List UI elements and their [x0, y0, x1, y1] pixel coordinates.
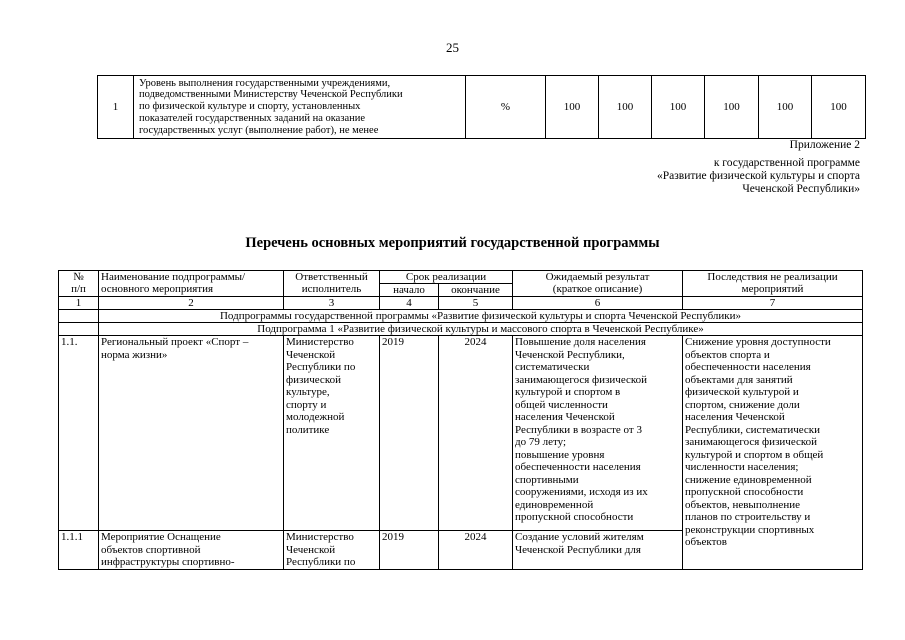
- text-line: планов по строительству и: [685, 511, 811, 523]
- indicator-value: 100: [599, 76, 652, 139]
- text-line: физической культурой и: [685, 386, 799, 398]
- text-line: Министерство: [286, 531, 354, 543]
- appendix-description: [657, 157, 860, 196]
- text-line: общей численности: [515, 398, 608, 411]
- row-name: [99, 531, 284, 570]
- text-line: Чеченской Республики,: [515, 348, 625, 361]
- column-number: 4: [380, 297, 439, 310]
- text-line: систематически: [515, 361, 590, 373]
- indicator-num: 1: [98, 76, 134, 139]
- section-row-programs: [59, 310, 863, 323]
- appendix-label: Приложение 2: [789, 139, 860, 151]
- row-end: 2024: [439, 336, 513, 531]
- text-line: государственных услуг (выполнение работ), не менее: [139, 124, 379, 136]
- text-line: Создание условий жителям: [515, 531, 644, 543]
- text-line: спортом, снижение доли: [685, 398, 800, 411]
- text-line: Республики по: [286, 556, 356, 568]
- text-line: Снижение уровня доступности: [685, 336, 831, 348]
- text-line: объектов спортивной: [101, 543, 201, 556]
- indicator-row: [98, 76, 866, 139]
- text-line: Повышение доля населения: [515, 336, 646, 348]
- text-line: Чеченской Республики для: [515, 543, 641, 556]
- text-line: обеспеченности населения: [685, 361, 811, 373]
- column-number: 1: [59, 297, 99, 310]
- header-start: начало: [380, 284, 439, 297]
- text-line: объектами для занятий: [685, 373, 793, 386]
- events-table: [58, 270, 863, 570]
- header-consequences: Последствия не реализации мероприятий: [683, 271, 863, 297]
- column-number: 7: [683, 297, 863, 310]
- text-line: к государственной программе: [713, 157, 860, 169]
- text-line: культуре,: [286, 386, 330, 398]
- indicator-value: 100: [546, 76, 599, 139]
- text-line: Министерство: [286, 336, 354, 348]
- text-line: Чеченской: [286, 543, 336, 556]
- document-title: Перечень основных мероприятий государственной программы: [245, 235, 660, 251]
- text-line: объектов: [685, 536, 727, 548]
- column-number: 6: [513, 297, 683, 310]
- text-line: повышение уровня: [515, 448, 605, 461]
- text-line: физической: [286, 373, 341, 386]
- text-line: населения Чеченской: [685, 411, 785, 423]
- indicator-value: 100: [812, 76, 866, 139]
- row-num: 1.1.: [59, 336, 99, 531]
- text-line: показателей государственных заданий на оказание: [139, 112, 366, 124]
- text-line: Республики в возрасте от 3: [515, 423, 642, 436]
- header-num: № п/п: [59, 271, 99, 297]
- text-line: культурой и спортом в общей: [685, 448, 824, 461]
- header-term: Срок реализации: [380, 271, 513, 284]
- header-result: Ожидаемый результат (краткое описание): [513, 271, 683, 297]
- text-line: занимающегося физической: [685, 436, 818, 448]
- text-line: «Развитие физической культуры и спорта: [657, 170, 860, 182]
- column-number: 3: [284, 297, 380, 310]
- text-line: норма жизни»: [101, 348, 168, 361]
- section-empty-cell: [59, 323, 99, 336]
- indicator-text: [134, 76, 466, 139]
- text-line: Региональный проект «Спорт –: [101, 336, 249, 348]
- text-line: подведомственными Министерству Чеченской Республики: [139, 89, 403, 101]
- text-line: по физической культуре и спорту, установленных: [139, 101, 361, 113]
- indicator-value: 100: [759, 76, 812, 139]
- text-line: спортивными: [515, 473, 579, 486]
- row-start: 2019: [380, 531, 439, 570]
- text-line: пропускной способности: [515, 511, 634, 523]
- section-empty-cell: [59, 310, 99, 323]
- text-line: численности населения;: [685, 461, 799, 473]
- text-line: Мероприятие Оснащение: [101, 531, 221, 543]
- text-line: инфраструктуры спортивно-: [101, 556, 235, 568]
- indicator-table: [97, 75, 866, 139]
- row-end: 2024: [439, 531, 513, 570]
- row-result: [513, 531, 683, 570]
- text-line: объектов спорта и: [685, 348, 770, 361]
- indicator-value: 100: [705, 76, 759, 139]
- section-title-sub1: Подпрограмма 1 «Развитие физической культуры и массового спорта в Чеченской Республике»: [99, 323, 863, 336]
- text-line: пропускной способности: [685, 486, 804, 498]
- text-line: до 79 лету;: [515, 436, 567, 448]
- row-name: [99, 336, 284, 531]
- indicator-unit: %: [466, 76, 546, 139]
- header-executor: Ответственный исполнитель: [284, 271, 380, 297]
- text-line: молодежной: [286, 411, 345, 423]
- text-line: культурой и спортом в: [515, 386, 621, 398]
- text-line: сооружениями, исходя из их: [515, 486, 648, 498]
- table-row: [59, 336, 863, 531]
- row-result: [513, 336, 683, 531]
- text-line: реконструкции спортивных: [685, 523, 815, 536]
- text-line: снижение единовременной: [685, 473, 812, 486]
- row-num: 1.1.1: [59, 531, 99, 570]
- text-line: занимающегося физической: [515, 373, 648, 386]
- header-row: [59, 271, 863, 284]
- text-line: Республики, систематически: [685, 423, 821, 436]
- indicator-value: 100: [652, 76, 705, 139]
- text-line: обеспеченности населения: [515, 461, 641, 473]
- text-line: Республики по: [286, 361, 356, 373]
- text-line: объектов, невыполнение: [685, 498, 800, 511]
- text-line: населения Чеченской: [515, 411, 615, 423]
- section-row-sub1: [59, 323, 863, 336]
- text-line: Чеченской: [286, 348, 336, 361]
- text-line: политике: [286, 423, 330, 436]
- header-end: окончание: [439, 284, 513, 297]
- text-line: единовременной: [515, 498, 594, 511]
- text-line: спорту и: [286, 398, 327, 411]
- text-line: Чеченской Республики»: [742, 183, 860, 195]
- column-number: 5: [439, 297, 513, 310]
- row-executor: [284, 336, 380, 531]
- text-line: Уровень выполнения государственными учреждениями,: [139, 77, 391, 89]
- row-executor: [284, 531, 380, 570]
- row-start: 2019: [380, 336, 439, 531]
- page-number: 25: [446, 40, 459, 55]
- section-title-programs: Подпрограммы государственной программы «Развитие физической культуры и спорта Чеченской Республики»: [99, 310, 863, 323]
- column-number: 2: [99, 297, 284, 310]
- row-consequences: [683, 336, 863, 570]
- header-name: Наименование подпрограммы/ основного мероприятия: [99, 271, 284, 297]
- column-number-row: [59, 297, 863, 310]
